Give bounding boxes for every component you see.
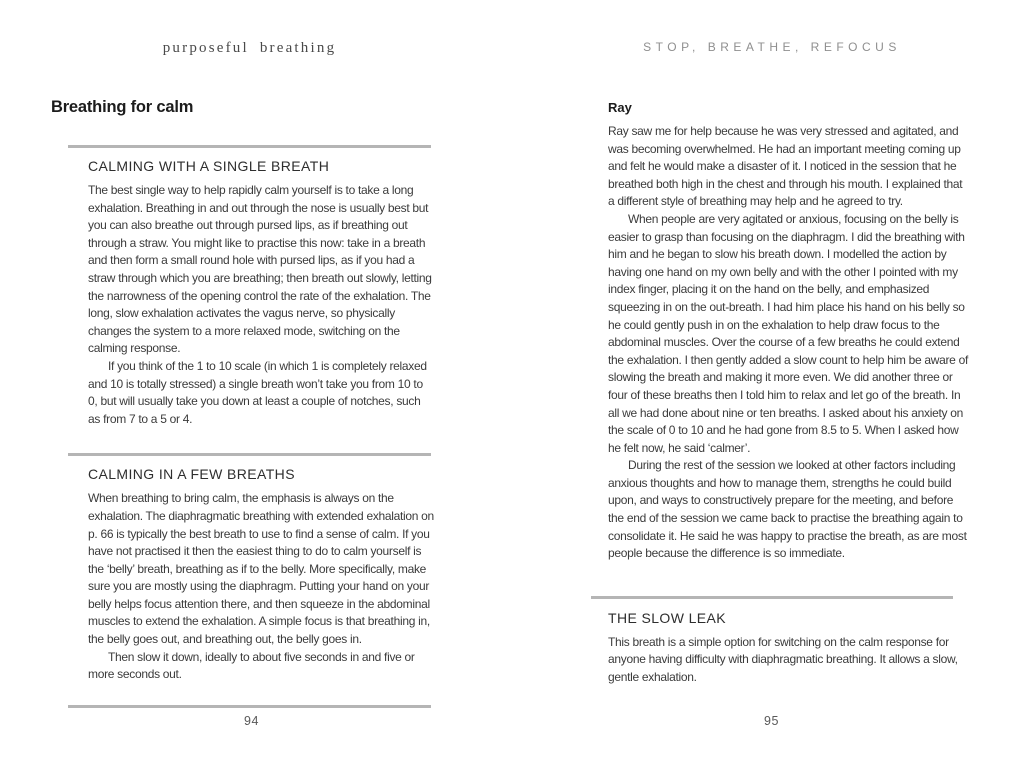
paragraph: Ray saw me for help because he was very stressed and agitated, and was becoming overwhelmed. He had an important meeting coming up and felt he would make a disaster of it. I noticed in the session that he breathed both high in the chest and through his mouth. I explained that a different style of breathing may help and he agreed to try. <box>608 124 963 209</box>
section-heading-slow-leak: THE SLOW LEAK <box>608 609 727 626</box>
paragraph: When people are very agitated or anxious, focusing on the belly is easier to grasp than focusing on the diaphragm. I did the breathing with him and he began to slow his breath down. I modelled the action by having one hand on my own belly and with the other I pointed with my index finger, placing it on the hand on the belly, and emphasized squeezing in on the out-breath. I had him place his hand on his belly so he could gently push in on the exhalation to help draw focus to the abdominal muscles. Over the course of a few breaths he could extend the exhalation. I then gently added a slow count to help him be aware of slowing the breath and making it more even. We did another three or four of these breaths then I told him to relax and let go of the breath. In all we had done about nine or ten breaths. I asked about his anxiety on the scale of 0 to 10 and he had gone from 8.5 to 5. When I asked how he felt now, he said ‘calmer’. <box>608 211 968 455</box>
chapter-title: Breathing for calm <box>51 98 194 116</box>
right-page <box>591 40 967 687</box>
section-heading-single-breath: CALMING WITH A SINGLE BREATH <box>88 158 330 174</box>
section-divider-rule <box>68 453 431 456</box>
case-study-body <box>608 123 968 563</box>
page-number-right: 95 <box>764 714 779 728</box>
section-divider-rule <box>68 145 431 148</box>
paragraph: When breathing to bring calm, the emphasis is always on the exhalation. The diaphragmatic breathing with extended exhalation on p. 66 is typically the best breath to use to find a sense of calm. If you have not practised it then the easiest thing to do to calm yourself is the ‘belly’ breath, breathing as if to the belly. More specifically, make sure you are mostly using the diaphragm. Putting your hand on your belly helps focus attention there, and then squeeze in the abdominal muscles to extend the exhalation. A simple focus is that breathing in, the belly goes out, and breathing out, the belly goes in. <box>88 491 434 647</box>
running-head-left: purposeful breathing <box>162 40 337 56</box>
section-body-few-breaths <box>88 490 434 684</box>
running-head-right: STOP, BREATHE, REFOCUS <box>643 40 901 54</box>
left-page <box>51 40 432 708</box>
case-study-heading: Ray <box>608 100 632 115</box>
page-number-left: 94 <box>244 714 259 728</box>
section-body-slow-leak <box>608 634 968 687</box>
paragraph: The best single way to help rapidly calm yourself is to take a long exhalation. Breathing in and out through the nose is usually best but you can also breathe out through pursed lips, as if breathing out through a straw. You might like to practise this now: take in a breath and then form a small round hole with pursed lips, as if you had a straw through which you are breathing; then breath out slowly, letting the narrowness of the opening control the rate of the exhalation. The long, slow exhalation activates the vagus nerve, so physically changes the system to a more relaxed mode, switching on the calming response. <box>88 183 432 356</box>
paragraph: This breath is a simple option for switching on the calm response for anyone having difficulty with diaphragmatic breathing. It allows a slow, gentle exhalation. <box>608 634 958 685</box>
paragraph: Then slow it down, ideally to about five seconds in and five or more seconds out. <box>88 649 415 682</box>
section-divider-rule <box>591 596 953 599</box>
section-body-single-breath <box>88 182 434 428</box>
paragraph: If you think of the 1 to 10 scale (in which 1 is completely relaxed and 10 is totally stressed) a single breath won’t take you from 10 to 0, but will usually take you down at least a couple of notches, such as from 7 to a 5 or 4. <box>88 358 427 426</box>
section-heading-few-breaths: CALMING IN A FEW BREATHS <box>88 466 295 483</box>
section-divider-rule <box>68 705 431 708</box>
paragraph: During the rest of the session we looked at other factors including anxious thoughts and how to manage them, strengths he could build upon, and ways to constructively prepare for the meeting, and before the end of the session we came back to practise the breathing again to consolidate it. He said he was happy to practise the breath, as are most people because the difference is so immediate. <box>608 458 967 561</box>
